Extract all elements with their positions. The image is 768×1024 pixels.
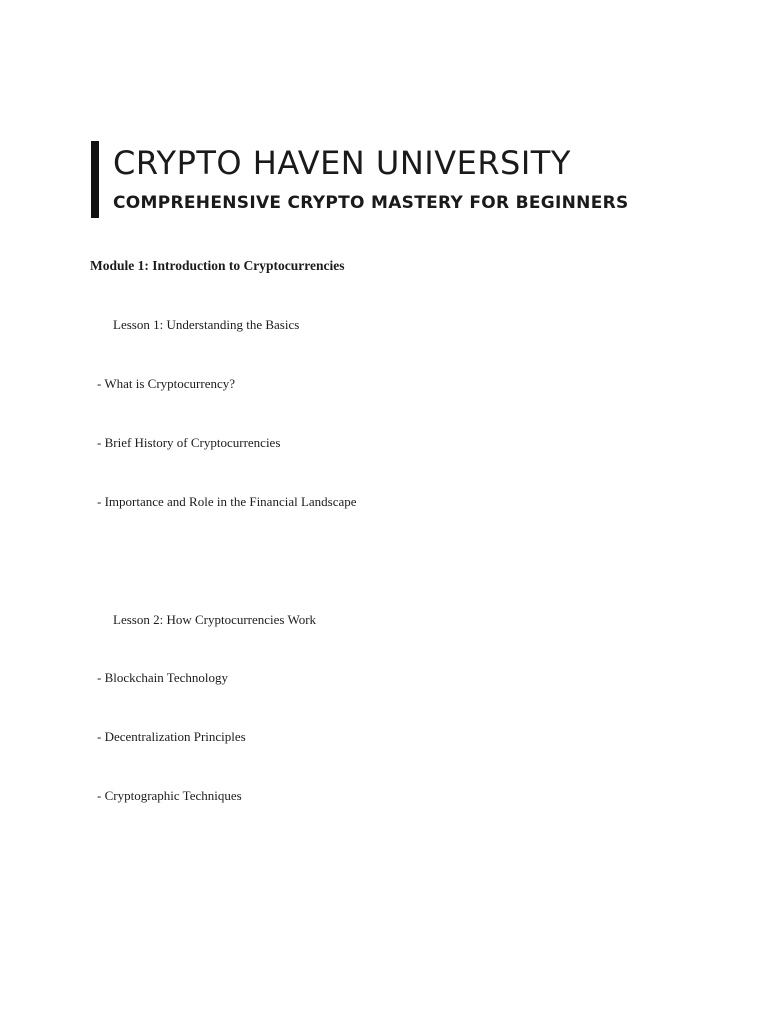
lesson-heading-1: Lesson 1: Understanding the Basics — [113, 317, 300, 332]
title-block — [91, 141, 691, 218]
title-accent-bar — [91, 141, 99, 218]
lesson-2-item-1: - Blockchain Technology — [97, 670, 228, 685]
lesson-1-item-1: - What is Cryptocurrency? — [97, 376, 236, 391]
lesson-2-item-2: - Decentralization Principles — [97, 729, 246, 744]
lesson-2-item-3: - Cryptographic Techniques — [97, 788, 242, 803]
lesson-heading-2: Lesson 2: How Cryptocurrencies Work — [113, 612, 317, 627]
document-subtitle: COMPREHENSIVE CRYPTO MASTERY FOR BEGINNERS — [113, 193, 629, 213]
lesson-1-item-3: - Importance and Role in the Financial Landscape — [97, 494, 357, 509]
lesson-1-item-2: - Brief History of Cryptocurrencies — [97, 435, 281, 450]
document-title: CRYPTO HAVEN UNIVERSITY — [113, 144, 571, 182]
module-heading: Module 1: Introduction to Cryptocurrencies — [90, 258, 345, 273]
